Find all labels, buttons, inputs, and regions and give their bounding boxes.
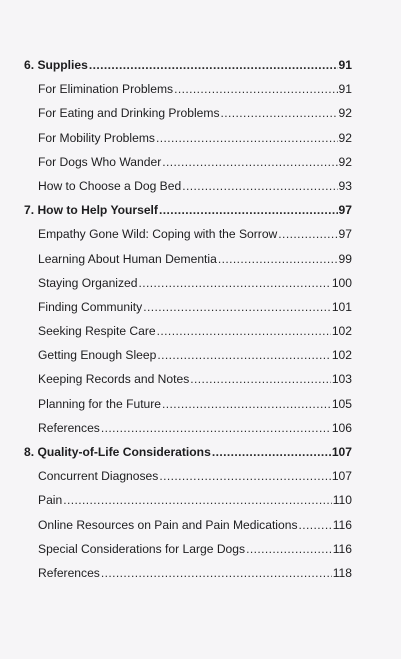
toc-entry-page: 99	[338, 251, 352, 266]
toc-entry-title: Pain	[38, 493, 63, 508]
toc-entry-page: 107	[331, 469, 352, 484]
dot-leader	[162, 397, 331, 411]
toc-entry-title: Special Considerations for Large Dogs	[38, 541, 246, 556]
toc-row	[24, 252, 352, 276]
toc-row	[24, 324, 352, 348]
toc-entry-title: For Eating and Drinking Problems	[38, 106, 220, 121]
toc-row	[24, 276, 352, 300]
toc-entry-page: 100	[331, 275, 352, 290]
dot-leader	[156, 131, 338, 145]
toc-entry-title: References	[38, 420, 100, 435]
toc-row	[24, 542, 352, 566]
toc-entry-page: 107	[331, 445, 352, 459]
dot-leader	[246, 542, 332, 556]
toc-entry-page: 102	[331, 324, 352, 339]
toc-row	[24, 469, 352, 493]
toc-row	[24, 179, 352, 203]
dot-leader	[162, 155, 337, 169]
toc-row	[24, 493, 352, 517]
toc-entry-page: 97	[338, 203, 352, 218]
toc-row	[24, 131, 352, 155]
toc-entry-title: For Mobility Problems	[38, 130, 155, 145]
toc-row	[24, 300, 352, 324]
toc-entry-title: Planning for the Future	[38, 396, 162, 411]
toc-entry-page: 92	[338, 130, 352, 145]
toc-entry-title: Learning About Human Dementia	[38, 251, 217, 266]
toc-entry-page: 103	[331, 372, 352, 387]
toc-row	[24, 227, 352, 251]
toc-entry-page: 91	[338, 58, 352, 72]
toc-entry-page: 93	[338, 178, 352, 193]
toc-entry-title: Online Resources on Pain and Pain Medications	[38, 517, 298, 532]
toc-entry-title: References	[38, 565, 100, 580]
toc-entry-title: Staying Organized	[38, 275, 138, 290]
toc-entry-page: 102	[331, 348, 352, 363]
toc-entry-title: 7. How to Help Yourself	[24, 203, 158, 218]
dot-leader	[157, 348, 330, 362]
dot-leader	[159, 469, 330, 483]
toc-row	[24, 58, 352, 82]
toc-entry-title: 8. Quality-of-Life Considerations	[24, 445, 211, 459]
toc-row	[24, 445, 352, 469]
toc-entry-title: Getting Enough Sleep	[38, 348, 157, 363]
toc-entry-title: Empathy Gone Wild: Coping with the Sorrow	[38, 227, 278, 242]
dot-leader	[299, 518, 332, 532]
toc-row	[24, 82, 352, 106]
toc-entry-page: 91	[338, 82, 352, 97]
dot-leader	[157, 324, 331, 338]
toc-entry-page: 92	[338, 106, 352, 121]
toc-row	[24, 155, 352, 179]
toc-entry-title: Concurrent Diagnoses	[38, 469, 159, 484]
toc-entry-page: 116	[332, 517, 352, 532]
toc-row	[24, 106, 352, 130]
toc-entry-title: Keeping Records and Notes	[38, 372, 190, 387]
toc-entry-title: Finding Community	[38, 299, 143, 314]
toc-entry-title: How to Choose a Dog Bed	[38, 178, 182, 193]
dot-leader	[101, 421, 331, 435]
toc-row	[24, 203, 352, 227]
dot-leader	[182, 179, 337, 193]
dot-leader	[218, 252, 338, 266]
dot-leader	[89, 58, 338, 72]
toc-row	[24, 566, 352, 590]
toc-entry-page: 101	[331, 299, 352, 314]
toc-entry-title: Seeking Respite Care	[38, 324, 156, 339]
dot-leader	[139, 276, 331, 290]
toc-row	[24, 421, 352, 445]
toc-row	[24, 348, 352, 372]
toc-entry-title: For Dogs Who Wander	[38, 154, 162, 169]
toc-entry-page: 116	[332, 541, 352, 556]
toc-entry-page: 92	[338, 154, 352, 169]
toc-entry-page: 105	[331, 396, 352, 411]
dot-leader	[278, 227, 337, 241]
dot-leader	[212, 445, 331, 459]
toc-entry-page: 118	[332, 565, 352, 580]
toc-row	[24, 372, 352, 396]
toc-entry-title: For Elimination Problems	[38, 82, 174, 97]
dot-leader	[63, 493, 332, 507]
dot-leader	[174, 82, 337, 96]
toc-row	[24, 518, 352, 542]
toc-entry-page: 97	[338, 227, 352, 242]
toc-row	[24, 397, 352, 421]
dot-leader	[159, 203, 338, 217]
toc-entry-page: 106	[331, 420, 352, 435]
toc-entry-page: 110	[332, 493, 352, 508]
toc-entry-title: 6. Supplies	[24, 58, 88, 72]
table-of-contents	[24, 58, 352, 590]
dot-leader	[101, 566, 332, 580]
dot-leader	[190, 372, 331, 386]
dot-leader	[143, 300, 331, 314]
dot-leader	[221, 106, 338, 120]
